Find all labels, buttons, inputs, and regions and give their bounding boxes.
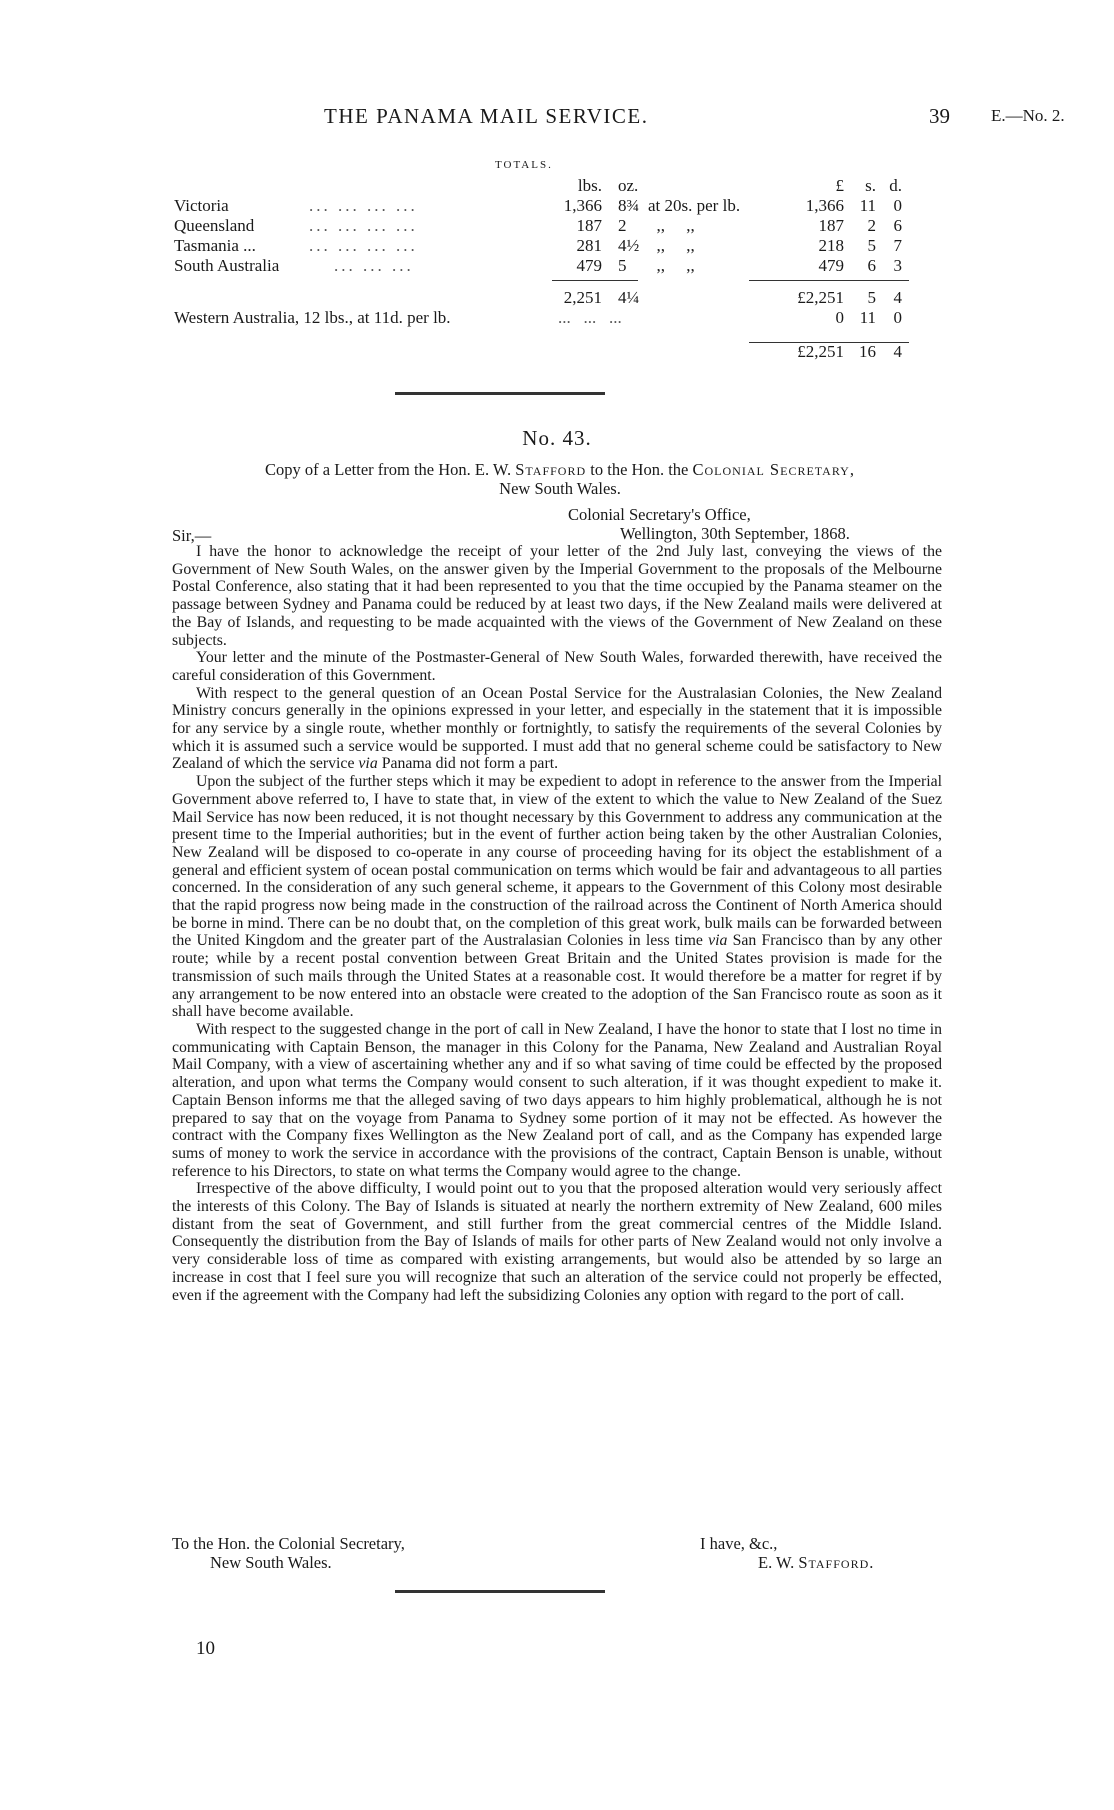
caption-from: Stafford [515,460,587,479]
amount-pence: 6 [893,216,902,235]
table-row [174,216,934,236]
caption-line-1 [130,460,990,479]
weight-lbs: 1,366 [563,196,602,215]
subtotal-pence: 4 [893,288,902,307]
running-title: THE PANAMA MAIL SERVICE. [324,104,649,128]
paragraph: Your letter and the minute of the Postmaster-General of New South Wales, forwarded therewith, have received the careful consideration of this Government. [172,649,942,684]
subtotal-shillings: 5 [867,288,876,307]
paragraph: Irrespective of the above difficulty, I would point out to you that the proposed alteration would very seriously affect the interests of this Colony. The Bay of Islands is situated at nearly the northern extremity of New Zealand, 600 miles distant from the seat of Government, and still further from the great commercial centres of the Middle Island. Consequently the distribution from the Bay of Islands of mails for other parts of New Zealand would not only involve a very considerable loss of time as compared with existing arrangements, but would also be attended by so large an increase in cost that I feel sure you will recognize that such an alteration of the service could not properly be effected, even if the agreement with the Company had left the subsidizing Colonies any option with regard to the port of call. [172,1180,942,1304]
colony-name: Victoria [174,196,229,215]
total-shillings: 16 [859,342,876,361]
leader-dots: ... ... ... ... [309,216,418,235]
grand-total-row [174,342,934,362]
paragraph-text: Upon the subject of the further steps which it may be expedient to adopt in reference to the answer from the Imperial Government above referred to, I have to state that, in view of the extent to which the value to New Zealand of the Suez Mail Service has now been reduced, it is not thought necessary by this Government to address any communication at the present time to the Imperial authorities; but in the event of further action being taken by the other Australian Colonies, New Zealand will be disposed to co-operate in any course of proceeding having for its object the establishment of a general and efficient system of ocean postal communication on terms which would be fair and advantageous to all parties concerned. In the consideration of any such general scheme, it appears to the Government of this Colony most desirable that the rapid progress now being made in the construction of the railroad across the Continent of North America should be borne in mind. There can be no doubt that, on the completion of this great work, bulk mails can be forwarded between the United Kingdom and the greater part of the Australasian Colonies in less time [172,773,942,950]
amount-shillings: 11 [859,196,876,215]
unit-pounds: £ [835,176,844,195]
amount-shillings: 2 [867,216,876,235]
amount-shillings: 6 [867,256,876,275]
leader-dots: ... ... ... [334,256,414,275]
unit-pence: d. [889,176,902,195]
colony-name: South Australia [174,256,280,275]
letter-caption [130,460,990,498]
total-pounds: £2,251 [797,342,844,361]
unit-shillings: s. [865,176,876,195]
unit-lbs: lbs. [577,176,602,195]
section-separator [395,392,605,395]
signature-mark: 10 [196,1638,215,1659]
amount-pence: 3 [893,256,902,275]
weight-oz: 2 [618,216,627,235]
leader-dots: ... ... ... [558,308,622,327]
western-australia-text: Western Australia, 12 lbs., at 11d. per lb. [174,308,451,327]
table-row [174,256,934,276]
signature-initials: E. W. [758,1553,795,1572]
subtotal-oz: 4¼ [618,288,640,307]
caption-pre: Copy of a Letter from the Hon. E. W. [265,460,512,479]
subtotal-row [174,288,934,308]
amount-pounds: 1,366 [805,196,844,215]
page-number: 39 [929,104,950,128]
series-number: E.—No. 2. [991,106,1065,125]
paragraph [172,773,942,1021]
amount-pence: 0 [893,196,902,215]
western-australia-row [174,308,934,328]
recipient-line-2: New South Wales. [210,1553,332,1572]
subtotal-lbs: 2,251 [563,288,602,307]
caption-line-2: New South Wales. [499,479,621,498]
amount-shillings: 5 [867,236,876,255]
rate: at 20s. per lb. [648,196,741,215]
rate: ,, ,, [648,236,695,255]
western-pounds: 0 [835,308,844,327]
document-number: No. 43. [522,426,592,450]
rate: ,, ,, [648,256,695,275]
subtotal-pounds: £2,251 [797,288,844,307]
totals-heading: TOTALS. [495,159,553,171]
total-pence: 4 [893,342,902,361]
subtotal-rule-amount [749,280,909,281]
weight-lbs: 479 [576,256,602,275]
paragraph: With respect to the suggested change in the port of call in New Zealand, I have the honor to state that I lost no time in communicating with Captain Benson, the manager in this Colony for the Panama, New Zealand and Australian Royal Mail Company, with a view of ascertaining whether any and if so what saving of time could be effected by the proposed alteration, and upon what terms the Company would consent to such alteration, if it was thought expedient to make it. Captain Benson informs me that the alleged saving of two days appears to him highly problematical, although he is not prepared to say that on the voyage from Panama to Sydney some portion of it may not be effected. As however the contract with the Company fixes Wellington as the New Zealand port of call, and as the Company has expended large sums of money to work the service in accordance with the provisions of the contract, Captain Benson is unable, without reference to his Directors, to state on what terms the Company would agree to the change. [172,1020,942,1180]
totals-table [174,176,934,362]
paragraph-text: San Francisco than by any other route; while by a recent postal convention between Great Britain and the United States provision is made for the transmission of such mails through the United States at a reasonable cost. It would therefore be a matter for regret if by any arrangement to be now entered into an obstacle were created to the adoption of the San Francisco route as soon as it shall have become available. [172,932,942,1021]
page-header [0,104,1114,134]
unit-oz: oz. [618,176,639,195]
western-shillings: 11 [859,308,876,327]
table-row [174,196,934,216]
colony-name: Tasmania ... [174,236,256,255]
caption-to: Colonial Secretary, [692,460,855,479]
recipient-line-1: To the Hon. the Colonial Secretary, [172,1534,405,1553]
amount-pounds: 479 [818,256,844,275]
via-italic: via [358,755,378,773]
table-row [174,236,934,256]
signature-name: Stafford. [798,1553,875,1572]
address-line-1: Colonial Secretary's Office, [568,505,751,524]
salutation: Sir,— [172,526,212,545]
weight-oz: 5 [618,256,627,275]
weight-lbs: 187 [576,216,602,235]
amount-pounds: 218 [818,236,844,255]
colony-name: Queensland [174,216,255,235]
western-pence: 0 [893,308,902,327]
address-line-2: Wellington, 30th September, 1868. [620,524,850,543]
signature [758,1553,874,1572]
weight-lbs: 281 [576,236,602,255]
letter-body [172,543,942,1304]
rate: ,, ,, [648,216,695,235]
weight-oz: 8¾ [618,196,640,215]
leader-dots: ... ... ... ... [309,196,418,215]
via-italic: via [708,932,728,950]
amount-pounds: 187 [818,216,844,235]
subtotal-rule-weight [552,280,638,281]
amount-pence: 7 [893,236,902,255]
paragraph [172,685,942,774]
closing-formula: I have, &c., [700,1534,778,1553]
caption-mid: to the Hon. the [590,460,689,479]
paragraph-text: With respect to the general question of an Ocean Postal Service for the Australasian Colonies, the New Zealand Ministry concurs generally in the opinions expressed in your letter, and especially in the statement that it is impossible for any service by a single route, whether monthly or fortnightly, to satisfy the requirements of the several Colonies by which it is assumed such a service would be supported. I must add that no general scheme could be satisfactory to New Zealand of which the service [172,684,942,773]
paragraph-text: Panama did not form a part. [381,755,559,773]
section-separator [395,1590,605,1593]
weight-oz: 4½ [618,236,640,255]
leader-dots: ... ... ... ... [309,236,418,255]
paragraph: I have the honor to acknowledge the receipt of your letter of the 2nd July last, conveying the views of the Government of New South Wales, on the answer given by the Imperial Government to the proposals of the Melbourne Postal Conference, also stating that it had been represented to you that the time occupied by the Panama steamer on the passage between Sydney and Panama could be reduced by at least two days, if the New Zealand mails were delivered at the Bay of Islands, and requesting to be made acquainted with the views of the Government of New Zealand on these subjects. [172,543,942,649]
totals-units-row [174,176,934,196]
